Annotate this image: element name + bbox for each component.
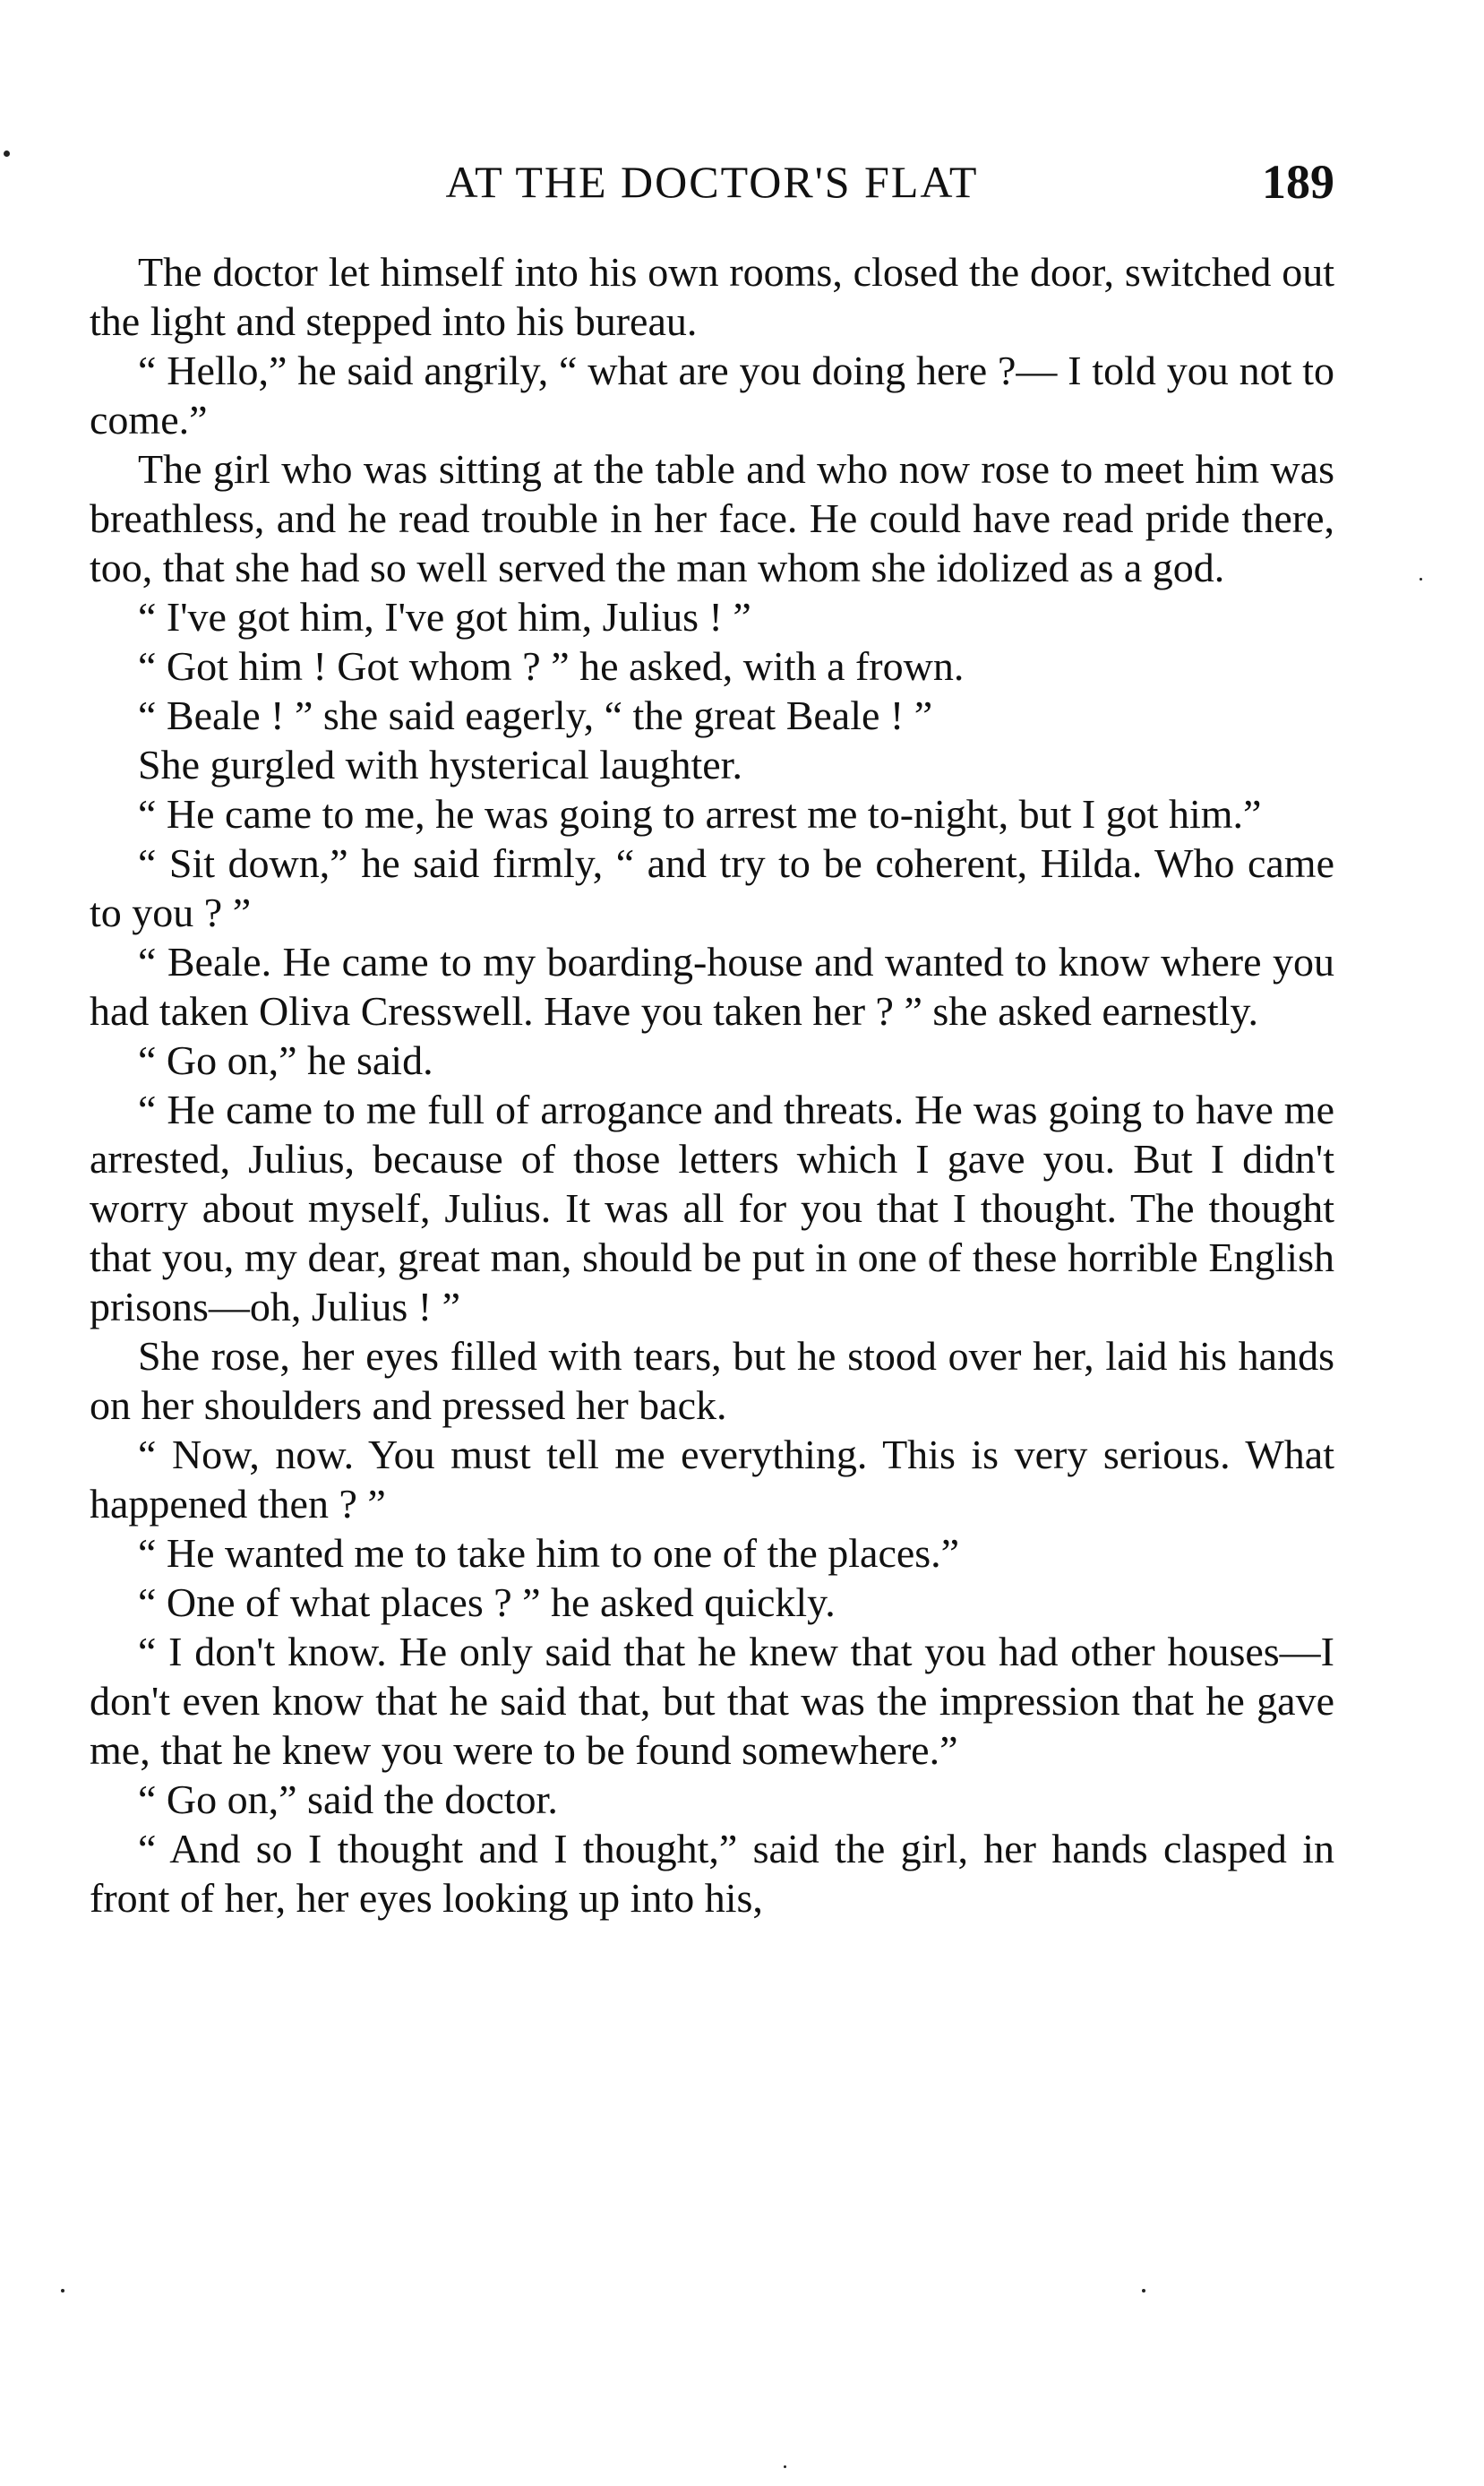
body-text <box>90 247 1334 1923</box>
paragraph: She rose, her eyes filled with tears, but he stood over her, laid his hands on her shoulders and pressed her back. <box>90 1333 1334 1428</box>
paragraph: “ One of what places ? ” he asked quickly. <box>138 1579 836 1625</box>
print-speck <box>61 2289 64 2292</box>
paragraph: The doctor let himself into his own rooms, closed the door, switched out the light and stepped into his bureau. <box>90 249 1334 344</box>
paragraph: “ Sit down,” he said firmly, “ and try to be coherent, Hilda. Who came to you ? ” <box>90 840 1334 935</box>
paragraph: “ He came to me, he was going to arrest me to-night, but I got him.” <box>138 791 1262 837</box>
paragraph: “ I've got him, I've got him, Julius ! ” <box>138 594 751 640</box>
paragraph: “ I don't know. He only said that he knew that you had other houses—I don't even know that he said that, but that was the impression that he gave me, that he knew you were to be found somewhere.” <box>90 1629 1334 1773</box>
running-title: AT THE DOCTOR'S FLAT <box>445 157 979 207</box>
paragraph: “ Go on,” said the doctor. <box>138 1776 558 1822</box>
paragraph: “ Go on,” he said. <box>138 1037 433 1083</box>
paragraph: “ He came to me full of arrogance and threats. He was going to have me arrested, Julius, because of those letters which I gave you. But I didn't worry about myself, Julius. It was all for you that I thought. The thought that you, my dear, great man, should be put in one of these horrible English prisons—oh, Julius ! ” <box>90 1087 1334 1329</box>
print-speck <box>1420 578 1422 581</box>
paragraph: She gurgled with hysterical laughter. <box>138 742 742 787</box>
running-head <box>90 151 1334 213</box>
paragraph: “ Hello,” he said angrily, “ what are you doing here ?— I told you not to come.” <box>90 348 1334 443</box>
page-number: 189 <box>1262 155 1334 209</box>
paragraph: “ Now, now. You must tell me everything. This is very serious. What happened then ? ” <box>90 1432 1334 1527</box>
paragraph: “ Beale. He came to my boarding-house and wanted to know where you had taken Oliva Cresswell. Have you taken her ? ” she asked earnestly. <box>90 939 1334 1034</box>
paragraph: The girl who was sitting at the table and who now rose to meet him was breathless, and he read trouble in her face. He could have read pride there, too, that she had so well served the man whom she idolized as a god. <box>90 446 1334 590</box>
print-speck <box>4 151 10 157</box>
paragraph: “ Beale ! ” she said eagerly, “ the great Beale ! ” <box>138 692 933 738</box>
print-speck <box>1142 2289 1145 2292</box>
paragraph: “ And so I thought and I thought,” said the girl, her hands clasped in front of her, her eyes looking up into his, <box>90 1826 1334 1921</box>
paragraph: “ He wanted me to take him to one of the places.” <box>138 1530 960 1576</box>
print-speck <box>784 2465 786 2468</box>
paragraph: “ Got him ! Got whom ? ” he asked, with a frown. <box>138 643 965 689</box>
